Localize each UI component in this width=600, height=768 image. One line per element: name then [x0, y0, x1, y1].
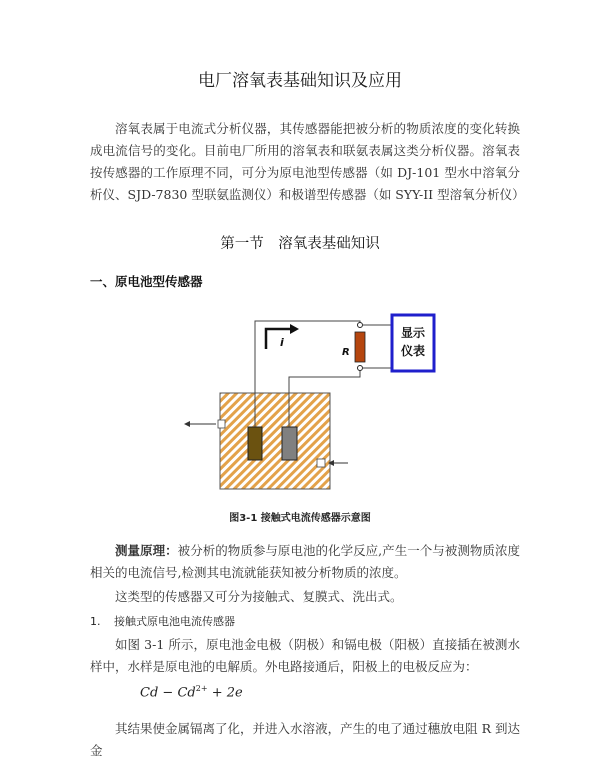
formula-charge: 2+	[195, 684, 208, 693]
types-text: 这类型的传感器又可分为接触式、复膜式、洗出式。	[115, 589, 403, 604]
sample-inlet	[317, 459, 325, 467]
section-title: 第一节 溶氧表基础知识	[220, 236, 380, 252]
sample-outlet	[218, 420, 225, 428]
current-label: i	[280, 336, 284, 349]
formula-lhs: Cd	[140, 685, 159, 701]
terminal-bottom	[358, 366, 363, 371]
water-sample-container	[220, 393, 330, 489]
principle-text: 被分析的物质参与原电池的化学反应,产生一个与被测物质浓度相关的电流信号,检测其电流就能获知被分析物质的浓度。	[90, 543, 520, 580]
resistor-label: R	[342, 347, 350, 358]
sensor-diagram	[170, 305, 450, 510]
display-instrument-box	[392, 315, 434, 371]
last-paragraph	[90, 718, 520, 762]
heading-galvanic-sensor: 一、原电池型传感器	[90, 274, 203, 289]
outlet-arrow-head	[184, 421, 190, 427]
formula-tail: + 2e	[211, 685, 243, 701]
subheading-contact-sensor	[90, 613, 235, 629]
cadmium-electrode	[282, 427, 297, 460]
formula-rhs: Cd	[177, 685, 196, 701]
contact-text: 如图 3-1 所示，原电池金电极（阴极）和镉电极（阳极）直接插在被测水样中，水样是原电池的电解质。外电路接通后，阳极上的电极反应为：	[90, 637, 520, 674]
display-label-line1: 显示	[400, 326, 426, 340]
subheading-text: 接触式原电池电流传感器	[114, 615, 235, 628]
load-resistor	[355, 332, 365, 362]
electrode-reaction-formula	[140, 684, 243, 700]
intro-text: 溶氧表属于电流式分析仪器，其传感器能把被分析的物质浓度的变化转换成电流信号的变化。目前电厂所用的溶氧表和联氨表属这类分析仪器。溶氧表按传感器的工作原理不同，可分为原电池型传感器（如 DJ-101 型水中溶氧分析仪、SJD-7830 型联氨监测仪）和极谱型传感器（如 SYY-II 型溶氧分析仪）	[90, 121, 525, 202]
subheading-number: 1.	[90, 615, 101, 628]
principle-lead: 测量原理：	[115, 543, 178, 558]
document-title: 电厂溶氧表基础知识及应用	[198, 71, 402, 91]
principle-paragraph	[90, 540, 520, 584]
terminal-top	[358, 323, 363, 328]
last-text: 其结果使金属镉离了化，并进入水溶液，产生的电了通过穗放电阻 R 到达金	[90, 721, 520, 758]
contact-paragraph	[90, 634, 520, 678]
types-paragraph	[90, 586, 520, 608]
figure-caption: 图3-1 接触式电流传感器示意图	[229, 513, 371, 524]
intro-paragraph	[90, 118, 525, 206]
display-label-line2: 仪表	[400, 344, 426, 358]
gold-electrode	[248, 427, 262, 460]
current-arrow-head	[290, 324, 299, 334]
formula-arrow: −	[162, 685, 174, 701]
current-arrow	[266, 329, 292, 349]
